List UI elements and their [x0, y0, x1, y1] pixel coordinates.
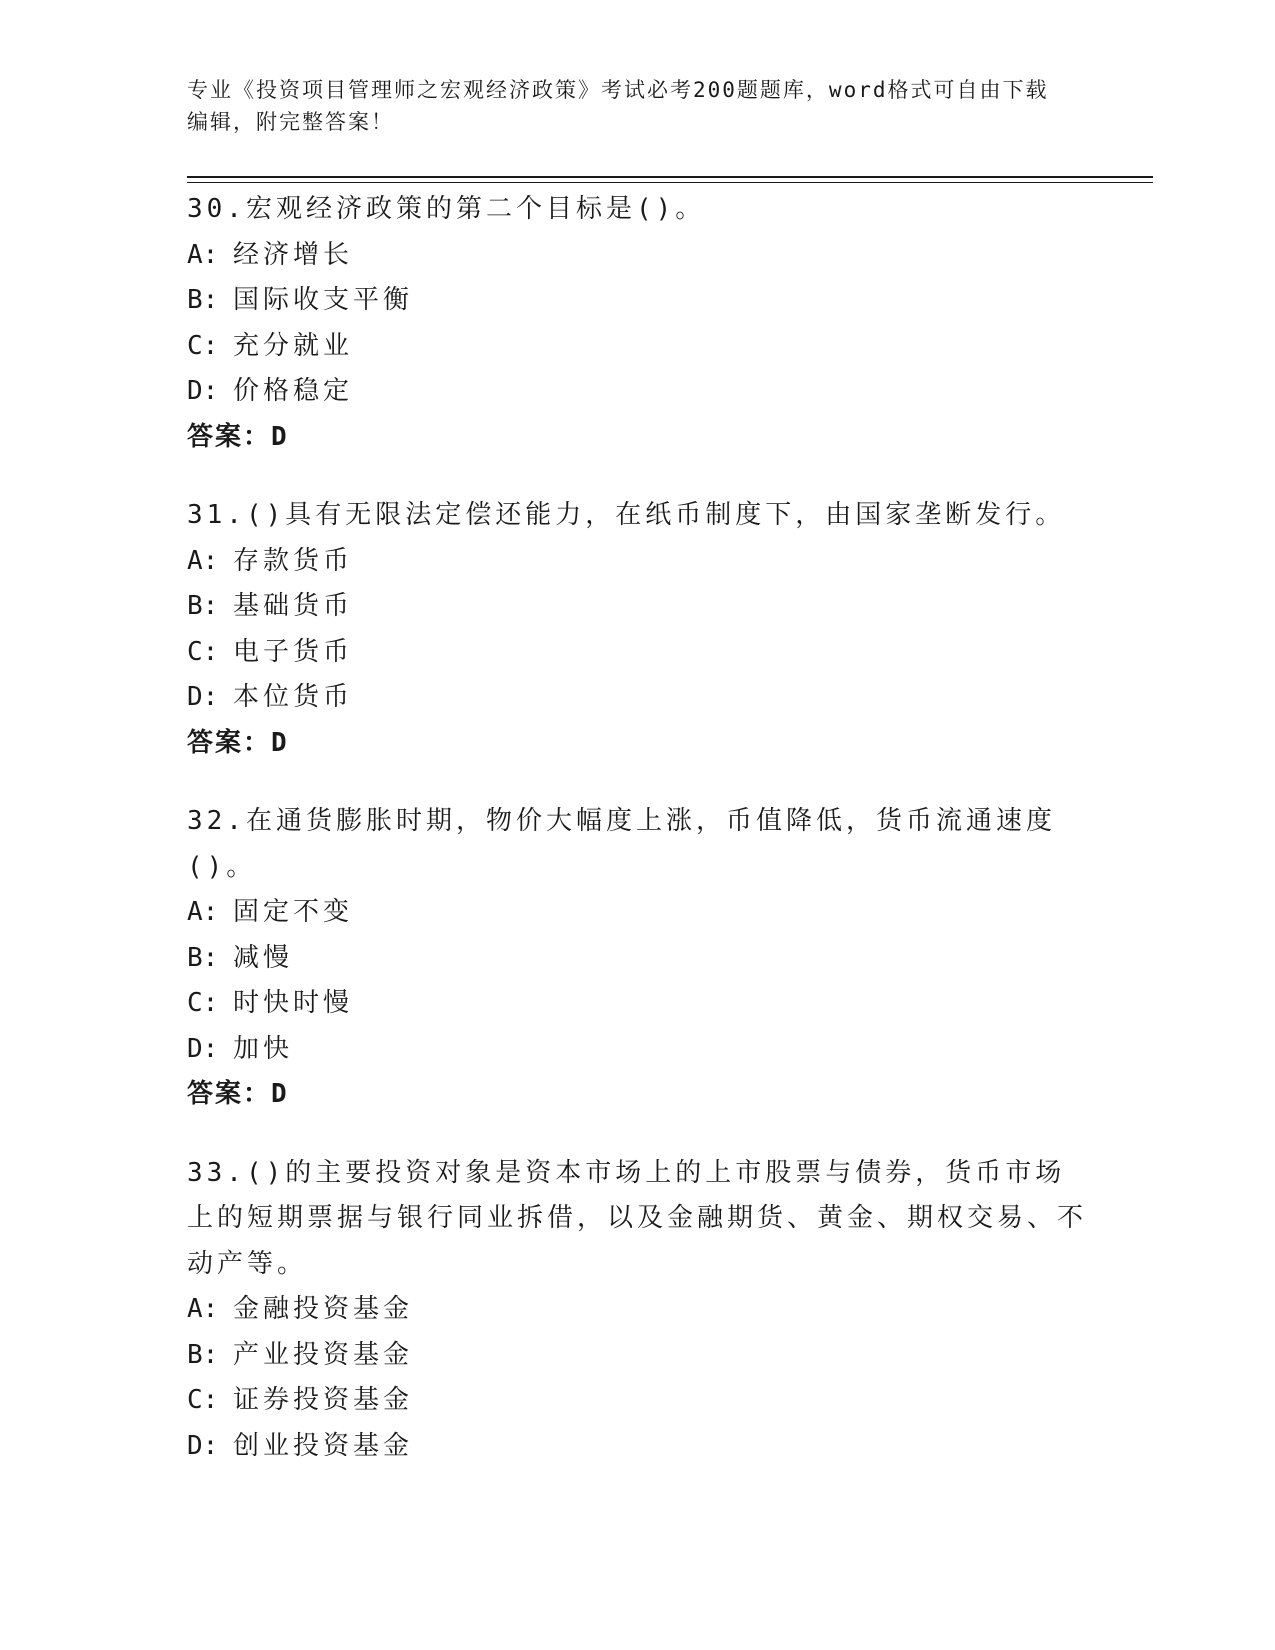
option-text: 经济增长 [233, 239, 354, 270]
option-key: A: [187, 239, 219, 270]
option-text: 时快时慢 [233, 988, 354, 1018]
option-text: 价格稳定 [233, 376, 354, 406]
option-key: B: [187, 1339, 219, 1370]
option-c [187, 981, 1087, 1027]
option-a [187, 233, 1087, 279]
option-key: D: [187, 1033, 219, 1064]
option-text: 证券投资基金 [233, 1385, 414, 1415]
option-key: C: [187, 1385, 219, 1415]
option-c [187, 630, 1087, 676]
header-divider-thin [187, 182, 1153, 183]
answer-line: 答案：D [187, 421, 289, 452]
option-text: 电子货币 [233, 636, 354, 667]
option-b [187, 936, 1087, 982]
option-d [187, 369, 1087, 415]
option-text: 充分就业 [233, 330, 354, 361]
question-32 [187, 799, 1087, 1118]
option-d [187, 1424, 1087, 1470]
option-d [187, 1027, 1087, 1073]
header-divider-thick [187, 176, 1153, 178]
question-30 [187, 187, 1087, 460]
option-key: D: [187, 376, 219, 406]
option-text: 固定不变 [233, 897, 354, 927]
option-key: D: [187, 682, 219, 712]
option-text: 国际收支平衡 [233, 285, 414, 315]
option-key: B: [187, 591, 219, 621]
option-key: A: [187, 897, 219, 927]
option-a [187, 1287, 1087, 1333]
option-key: B: [187, 285, 219, 315]
question-31 [187, 493, 1087, 766]
question-text: 30.宏观经济政策的第二个目标是()。 [187, 194, 706, 224]
answer-line: 答案：D [187, 727, 289, 758]
answer-line: 答案：D [187, 1079, 289, 1109]
option-text: 本位货币 [233, 682, 354, 712]
question-text: 32.在通货膨胀时期，物价大幅度上涨，币值降低，货币流通速度()。 [187, 806, 1056, 882]
option-b [187, 278, 1087, 324]
option-text: 存款货币 [233, 545, 354, 576]
document-intro: 专业《投资项目管理师之宏观经济政策》考试必考200题题库，word格式可自由下载编辑，附完整答案！ [187, 78, 1049, 134]
option-b [187, 1333, 1087, 1379]
option-c [187, 1378, 1087, 1424]
option-c [187, 324, 1087, 370]
option-text: 金融投资基金 [233, 1294, 414, 1324]
option-a [187, 890, 1087, 936]
option-key: C: [187, 636, 219, 667]
option-text: 基础货币 [233, 591, 354, 621]
option-d [187, 675, 1087, 721]
option-key: C: [187, 988, 219, 1018]
option-text: 产业投资基金 [233, 1339, 414, 1370]
option-key: D: [187, 1430, 219, 1461]
question-list [187, 187, 1087, 1502]
question-text: 31.()具有无限法定偿还能力，在纸币制度下，由国家垄断发行。 [187, 500, 1066, 530]
option-key: C: [187, 330, 219, 361]
option-text: 减慢 [233, 942, 294, 973]
option-key: A: [187, 545, 219, 576]
question-33 [187, 1151, 1087, 1470]
option-a [187, 539, 1087, 585]
option-key: A: [187, 1294, 219, 1324]
option-key: B: [187, 942, 219, 973]
option-b [187, 584, 1087, 630]
option-text: 加快 [233, 1033, 294, 1064]
option-text: 创业投资基金 [233, 1430, 414, 1461]
question-text: 33.()的主要投资对象是资本市场上的上市股票与债券，货币市场上的短期票据与银行同业拆借，以及金融期货、黄金、期权交易、不动产等。 [187, 1157, 1088, 1279]
